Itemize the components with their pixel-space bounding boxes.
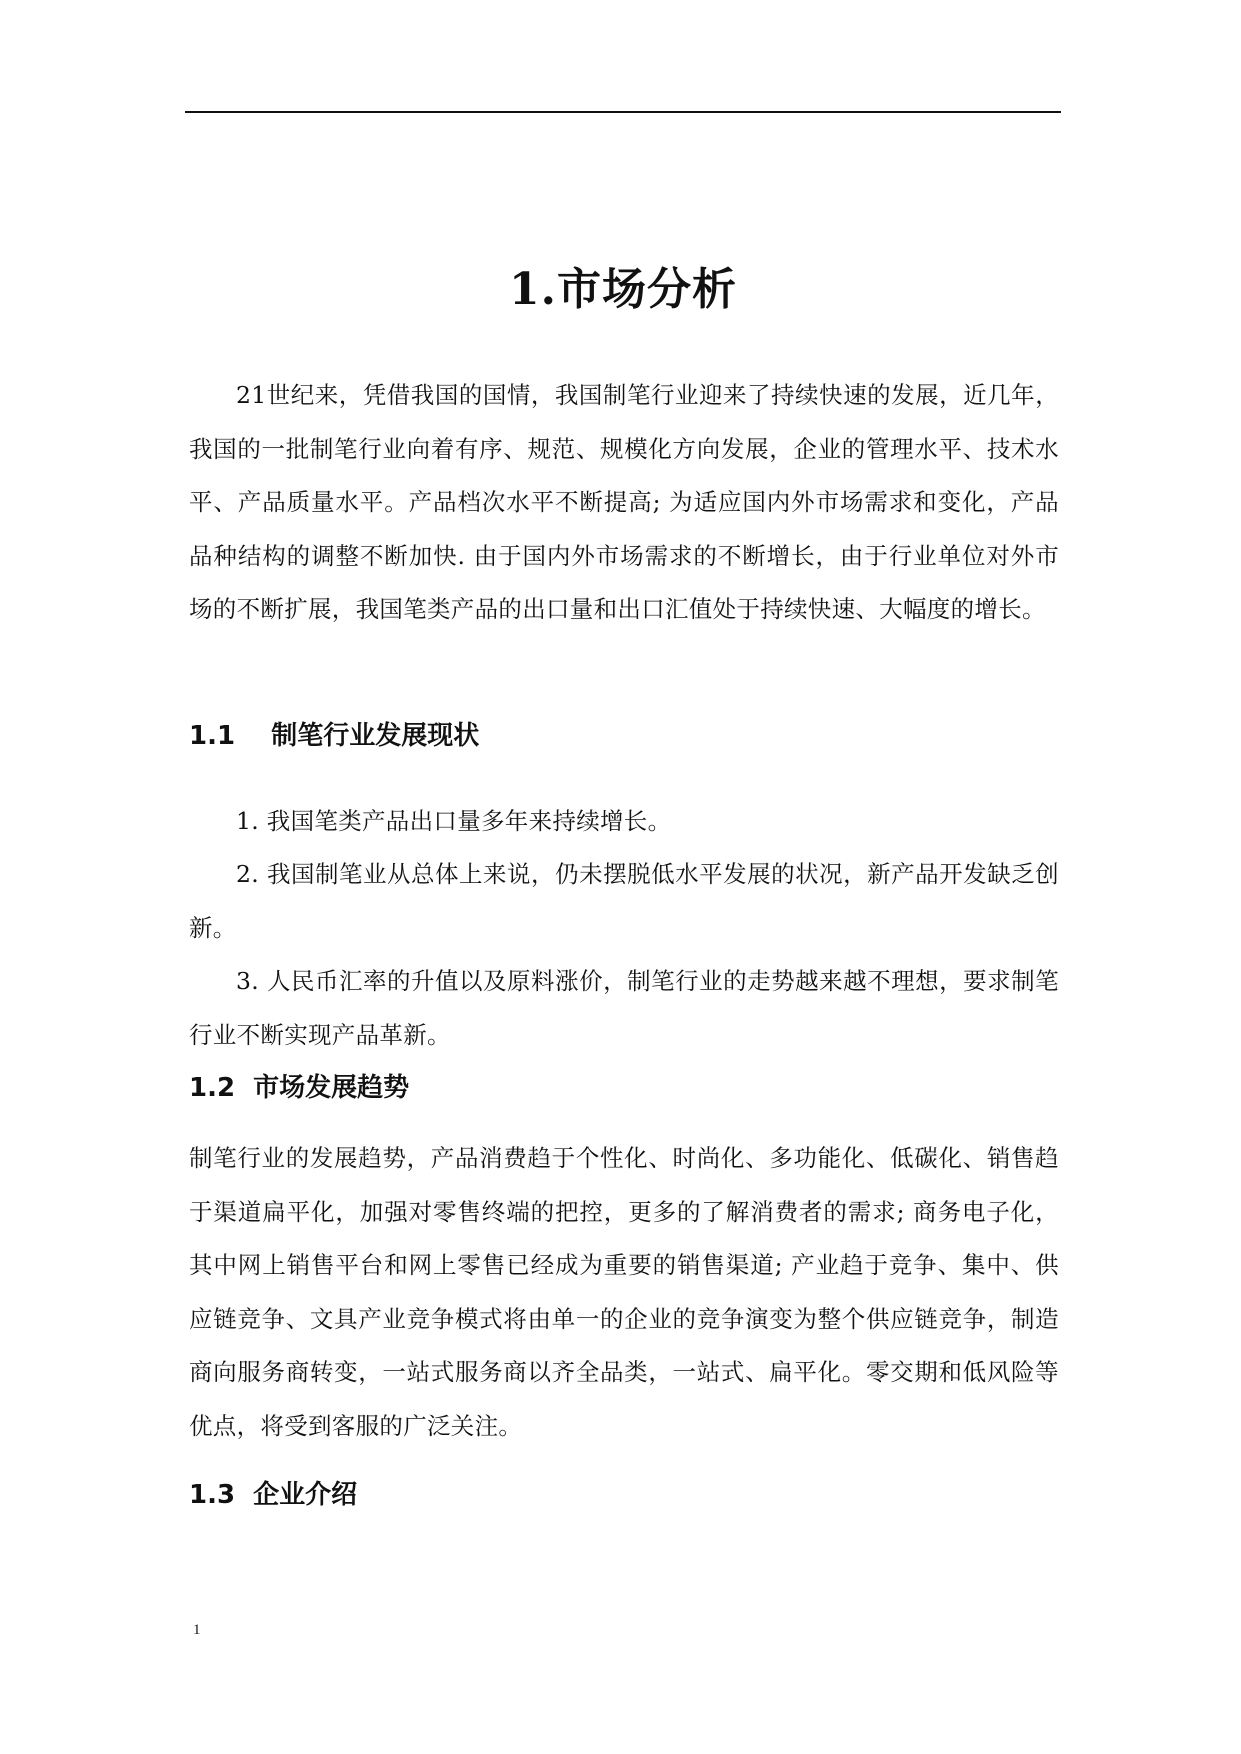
list-item-1: 1. 我国笔类产品出口量多年来持续增长。 (236, 807, 672, 835)
header-rule (185, 111, 1061, 113)
section-heading-1-3: 1.3 企业介绍 (189, 1480, 358, 1510)
intro-paragraph: 21世纪来，凭借我国的国情，我国制笔行业迎来了持续快速的发展，近几年，我国的一批制笔行业向着有序、规范、规模化方向发展，企业的管理水平、技术水平、产品质量水平。产品档次水平不断提高; 为适应国内外市场需求和变化，产品品种结构的调整不断加快. 由于国内外市场需求的不断增长，由于行业单位对外市场的不断扩展，我国笔类产品的出口量和出口汇值处于持续快速、大幅度的增长。 (189, 381, 1059, 623)
section-heading-1-1: 1.1 制笔行业发展现状 (189, 721, 480, 751)
section-heading-1-2: 1.2 市场发展趋势 (189, 1073, 410, 1103)
list-item-2: 2. 我国制笔业从总体上来说，仍未摆脱低水平发展的状况，新产品开发缺乏创新。 (189, 860, 1059, 942)
page-number: 1 (193, 1622, 201, 1638)
trend-paragraph: 制笔行业的发展趋势，产品消费趋于个性化、时尚化、多功能化、低碳化、销售趋于渠道扁平化，加强对零售终端的把控，更多的了解消费者的需求; 商务电子化，其中网上销售平台和网上零售已经成为重要的销售渠道; 产业趋于竞争、集中、供应链竞争、文具产业竞争模式将由单一的企业的竞争演变为整个供应链竞争，制造商向服务商转变，一站式服务商以齐全品类，一站式、扁平化。零交期和低风险等优点，将受到客服的广泛关注。 (189, 1144, 1059, 1440)
list-item-3: 3. 人民币汇率的升值以及原料涨价，制笔行业的走势越来越不理想，要求制笔行业不断实现产品革新。 (189, 967, 1059, 1049)
page-title: 1.市场分析 (509, 264, 737, 315)
